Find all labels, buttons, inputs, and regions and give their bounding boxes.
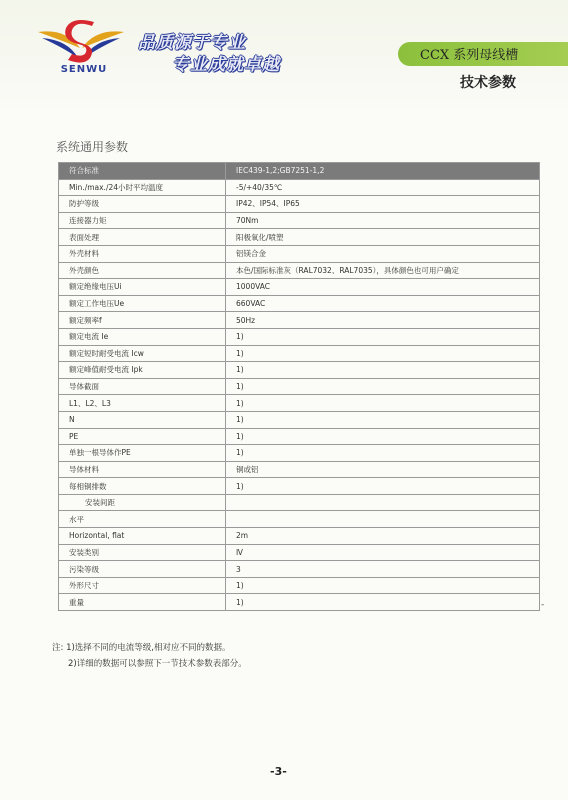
param-value: 660VAC [226,295,540,312]
table-row [59,395,540,412]
table-row [59,544,540,561]
param-value [226,511,540,528]
table-row [59,411,540,428]
param-name: 重量 [59,594,226,611]
table-row [59,478,540,495]
param-value [226,494,540,511]
table-row [59,561,540,578]
param-value: 1) [226,345,540,362]
param-value: 1000VAC [226,279,540,296]
param-name: 导体截面 [59,378,226,395]
table-row [59,494,540,511]
param-name: PE [59,428,226,445]
param-name: N [59,411,226,428]
param-name: 污染等级 [59,561,226,578]
param-name: 额定短时耐受电流 Icw [59,345,226,362]
param-name: 水平 [59,511,226,528]
param-name: 每相铜排数 [59,478,226,495]
table-header-key: 符合标准 [59,163,226,180]
param-name: 额定电流 Ie [59,328,226,345]
table-row [59,461,540,478]
brand-name: SENWU [60,64,108,75]
series-title: CCX 系列母线槽 [420,48,519,63]
param-value: 1) [226,378,540,395]
param-name: 额定绝缘电压Ui [59,279,226,296]
param-name: 连接器力矩 [59,212,226,229]
table-row [59,295,540,312]
param-value: 1) [226,362,540,379]
table-row [59,362,540,379]
param-name: 外形尺寸 [59,577,226,594]
param-name: Horizontal, flat [59,528,226,545]
slogan-line-2: 专业成就卓越 [172,55,280,75]
param-value: 70Nm [226,212,540,229]
param-name: 外壳颜色 [59,262,226,279]
section-title: 技术参数 [460,75,516,91]
param-name: 安装间距 [59,494,226,511]
table-row [59,345,540,362]
param-value: 本色/国际标准灰（RAL7032、RAL7035），具体颜色也可用户确定 [226,262,540,279]
param-value: -5/+40/35℃ [226,179,540,196]
table-header-row [59,163,540,180]
table-row [59,245,540,262]
param-value: 3 [226,561,540,578]
param-value: 2m [226,528,540,545]
param-name: 安装类别 [59,544,226,561]
param-name: 额定峰值耐受电流 Ipk [59,362,226,379]
page-number: -3- [270,765,287,778]
table-row [59,428,540,445]
table-row [59,179,540,196]
param-value: 1) [226,478,540,495]
param-value: 铜或铝 [226,461,540,478]
table-row [59,279,540,296]
table-row [59,312,540,329]
param-name: 额定工作电压Ue [59,295,226,312]
param-value: 1) [226,577,540,594]
param-value: 1) [226,411,540,428]
note-line-2: 2)详细的数据可以参照下一节技术参数表部分。 [68,659,247,669]
param-value: 1) [226,395,540,412]
param-name: 表面处理 [59,229,226,246]
param-value: Ⅳ [226,544,540,561]
param-value: 阳极氧化/喷塑 [226,229,540,246]
spec-table [58,162,540,611]
param-name: Min./max./24小时平均温度 [59,179,226,196]
param-value: 1) [226,594,540,611]
table-row [59,528,540,545]
slogan-line-1: 品质源于专业 [138,33,246,53]
param-value: 1) [226,445,540,462]
table-row [59,196,540,213]
param-name: 单独一根导体作PE [59,445,226,462]
table-header-value: IEC439-1,2;GB7251-1,2 [226,163,540,180]
table-row [59,511,540,528]
section-heading: 系统通用参数 [56,140,129,154]
table-row [59,594,540,611]
table-row [59,378,540,395]
param-name: 导体材料 [59,461,226,478]
param-name: 额定频率f [59,312,226,329]
margin-dash: - [541,600,545,610]
param-name: L1、L2、L3 [59,395,226,412]
param-name: 防护等级 [59,196,226,213]
param-value: 50Hz [226,312,540,329]
param-value: 1) [226,328,540,345]
table-row [59,328,540,345]
note-line-1: 注: 1)选择不同的电流等级,相对应不同的数据。 [52,643,231,653]
param-value: 1) [226,428,540,445]
param-value: 铝镁合金 [226,245,540,262]
table-row [59,577,540,594]
param-name: 外壳材料 [59,245,226,262]
table-row [59,229,540,246]
table-row [59,212,540,229]
table-row [59,445,540,462]
table-row [59,262,540,279]
param-value: IP42、IP54、IP65 [226,196,540,213]
